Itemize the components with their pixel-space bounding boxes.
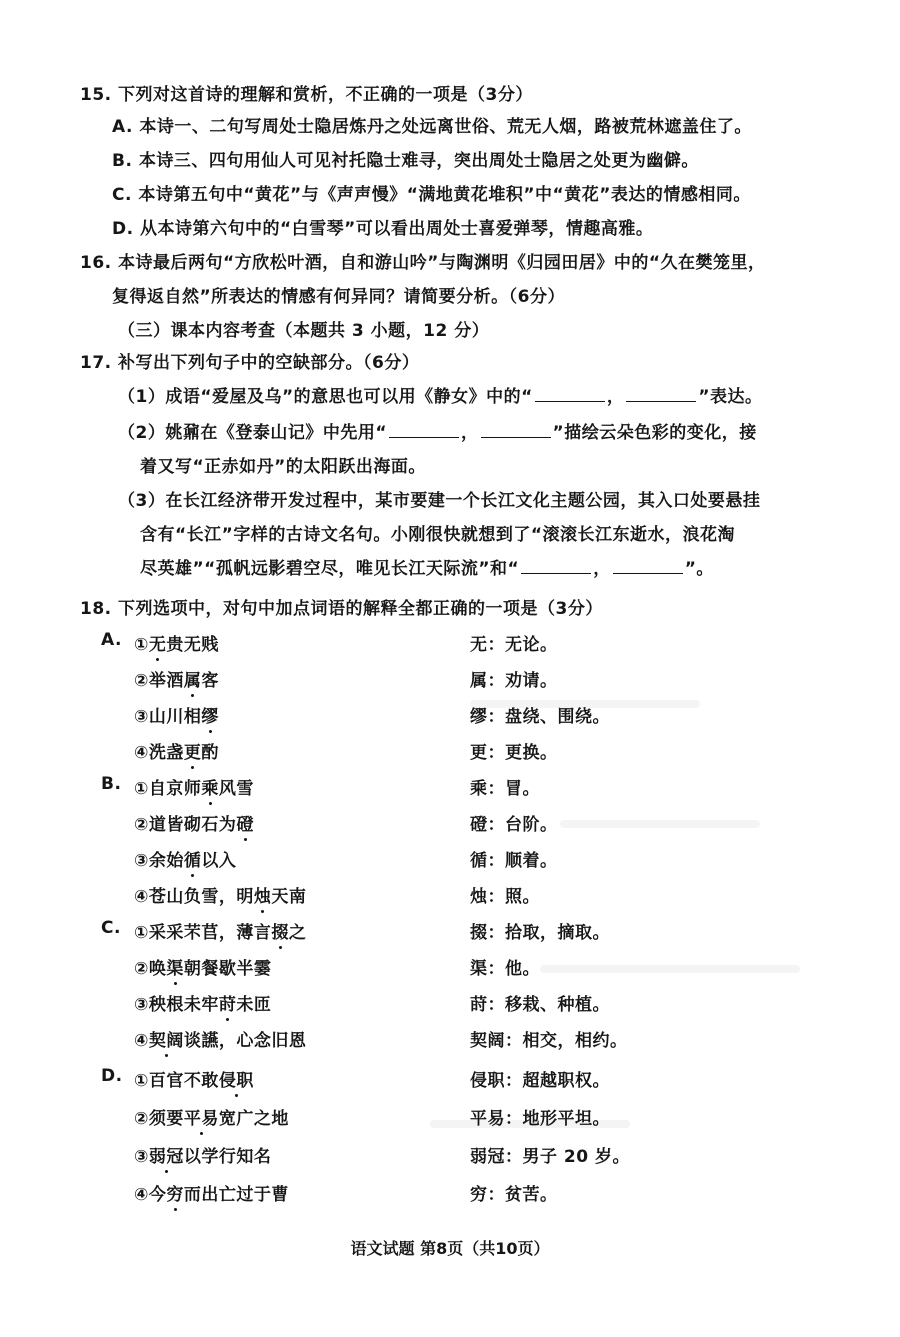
item-text: ①采采芣苢，薄言 (134, 923, 272, 943)
dotted-word: 属 (183, 671, 202, 691)
q18-b-item-3 (134, 846, 236, 871)
q17-s1-text-a: （1）成语“爱屋及乌”的意思也可以用《静女》中的“ (118, 387, 533, 407)
q17-s2-text-a: （2）姚鼐在《登泰山记》中先用“ (118, 423, 388, 443)
section3-heading: （三）课本内容考查（本题共 3 小题，12 分） (118, 321, 490, 341)
q18-b-gloss-2: 磴：台阶。 (470, 815, 558, 835)
q15-option-b: B. 本诗三、四句用仙人可见衬托隐士难寻，突出周处士隐居之处更为幽僻。 (112, 151, 699, 171)
q18-c-item-3 (134, 990, 271, 1015)
q17-stem: 17. 补写出下列句子中的空缺部分。（6分） (80, 353, 420, 373)
q16-line2: 复得返自然”所表达的情感有何异同？请简要分析。（6分） (112, 287, 566, 307)
answer-blank[interactable] (535, 387, 605, 402)
item-text: 朝餐歇半霎 (183, 959, 272, 979)
item-text: ④今 (134, 1185, 167, 1205)
dotted-word: 缪 (201, 707, 219, 727)
answer-blank[interactable] (626, 387, 696, 402)
q18-c-item-1 (134, 918, 306, 943)
q17-s1-text-b: ， (606, 387, 625, 407)
dotted-word: 无 (148, 635, 167, 655)
q18-c-item-4 (134, 1026, 306, 1051)
q18-a-item-4 (134, 738, 219, 763)
q18-a-gloss-3: 缪：盘绕、围绕。 (470, 707, 610, 727)
item-text: ③秧根未牢 (134, 995, 219, 1015)
dotted-word: 渠 (166, 959, 184, 979)
item-text: ④洗盏 (134, 743, 184, 763)
q15-option-c: C. 本诗第五句中“黄花”与《声声慢》“满地黄花堆积”中“黄花”表达的情感相同。 (112, 185, 751, 205)
q17-s2-text-b: ， (461, 423, 479, 443)
q18-c-gloss-1: 掇：拾取，摘取。 (470, 923, 610, 943)
q17-s1-text-c: ”表达。 (698, 387, 763, 407)
item-text: ① (134, 635, 149, 655)
q18-d-gloss-2: 平易：地形平坦。 (470, 1109, 610, 1129)
q18-option-label-c: C. (101, 918, 121, 938)
q18-d-item-2 (134, 1104, 289, 1129)
q18-b-item-4 (134, 882, 306, 907)
item-text: 而出亡过于曹 (183, 1185, 289, 1205)
q18-d-item-3 (134, 1142, 271, 1167)
q18-stem: 18. 下列选项中，对句中加点词语的解释全都正确的一项是（3分） (80, 599, 603, 619)
q15-option-d: D. 从本诗第六句中的“白雪琴”可以看出周处士喜爱弹琴，情趣高雅。 (112, 219, 654, 239)
q17-sentence-3-line3 (140, 554, 714, 579)
dotted-word: 平易 (183, 1109, 219, 1129)
dotted-word: 更 (183, 743, 202, 763)
dotted-word: 侵职 (218, 1071, 254, 1091)
q18-a-item-3 (134, 702, 219, 727)
q18-b-gloss-1: 乘：冒。 (470, 779, 540, 799)
q17-sentence-2 (118, 418, 757, 443)
item-text: 以学行知名 (183, 1147, 272, 1167)
answer-blank[interactable] (613, 559, 683, 574)
item-text: 未匝 (236, 995, 272, 1015)
item-text: ④ (134, 1031, 149, 1051)
dotted-word: 弱冠 (148, 1147, 184, 1167)
q17-sentence-3-line2: 含有“长江”字样的古诗文名句。小刚很快就想到了“滚滚长江东逝水，浪花淘 (140, 525, 736, 545)
item-text: 客 (201, 671, 219, 691)
dotted-word: 循 (183, 851, 202, 871)
item-text: ③余始 (134, 851, 184, 871)
answer-blank[interactable] (521, 559, 591, 574)
item-text: ②唤 (134, 959, 167, 979)
q16-line1: 16. 本诗最后两句“方欣松叶酒，自和游山吟”与陶渊明《归园田居》中的“久在樊笼里， (80, 253, 766, 273)
item-text: ②须要 (134, 1109, 184, 1129)
q18-a-item-2 (134, 666, 219, 691)
q18-option-label-b: B. (101, 774, 122, 794)
q17-s3-text-c: ”。 (684, 559, 714, 579)
item-text: 贵无贱 (166, 635, 219, 655)
show-through-smudge (540, 965, 800, 973)
item-text: ④苍山负雪，明 (134, 887, 254, 907)
dotted-word: 莳 (218, 995, 237, 1015)
q18-a-gloss-4: 更：更换。 (470, 743, 558, 763)
dotted-word: 乘 (201, 779, 219, 799)
item-text: 风雪 (218, 779, 254, 799)
item-text: 谈讌，心念旧恩 (183, 1031, 307, 1051)
q18-c-gloss-2: 渠：他。 (470, 959, 540, 979)
q18-d-item-1 (134, 1066, 254, 1091)
q18-c-gloss-3: 莳：移栽、种植。 (470, 995, 610, 1015)
dotted-word: 磴 (236, 815, 254, 835)
show-through-smudge (560, 820, 760, 828)
item-text: ①百官不敢 (134, 1071, 219, 1091)
answer-blank[interactable] (389, 423, 459, 438)
q18-option-label-d: D. (101, 1066, 123, 1086)
q18-c-gloss-4: 契阔：相交，相约。 (470, 1031, 628, 1051)
q18-d-gloss-1: 侵职：超越职权。 (470, 1071, 610, 1091)
q18-b-gloss-4: 烛：照。 (470, 887, 540, 907)
item-text: 以入 (201, 851, 237, 871)
dotted-word: 契阔 (148, 1031, 184, 1051)
q17-sentence-3-line1: （3）在长江经济带开发过程中，某市要建一个长江文化主题公园，其入口处要悬挂 (118, 491, 761, 511)
q18-b-gloss-3: 循：顺着。 (470, 851, 558, 871)
q17-s3-text-a: 尽英雄”“孤帆远影碧空尽，唯见长江天际流”和“ (140, 559, 520, 579)
item-text: ②举酒 (134, 671, 184, 691)
q17-s2-text-c: ”描绘云朵色彩的变化，接 (552, 423, 757, 443)
dotted-word: 穷 (166, 1185, 184, 1205)
q18-d-gloss-3: 弱冠：男子 20 岁。 (470, 1147, 630, 1167)
dotted-word: 烛 (253, 887, 272, 907)
q18-d-item-4 (134, 1180, 289, 1205)
dotted-word: 掇 (271, 923, 289, 943)
item-text: 宽广之地 (218, 1109, 289, 1129)
q18-option-label-a: A. (101, 630, 122, 650)
q18-a-item-1 (134, 630, 219, 655)
q17-s3-text-b: ， (593, 559, 611, 579)
item-text: 之 (288, 923, 307, 943)
item-text: ③ (134, 1147, 149, 1167)
q17-sentence-2-cont: 着又写“正赤如丹”的太阳跃出海面。 (140, 457, 426, 477)
page-footer: 语文试题 第8页（共10页） (350, 1239, 550, 1258)
q15-stem: 15. 下列对这首诗的理解和赏析，不正确的一项是（3分） (80, 85, 533, 105)
item-text: ③山川相 (134, 707, 202, 727)
q18-b-item-1 (134, 774, 254, 799)
item-text: ②道皆砌石为 (134, 815, 237, 835)
answer-blank[interactable] (481, 423, 551, 438)
q18-c-item-2 (134, 954, 271, 979)
q18-a-gloss-2: 属：劝请。 (470, 671, 558, 691)
q18-a-gloss-1: 无：无论。 (470, 635, 558, 655)
q18-d-gloss-4: 穷：贫苦。 (470, 1185, 558, 1205)
q17-sentence-1 (118, 382, 763, 407)
item-text: 天南 (271, 887, 307, 907)
q15-option-a: A. 本诗一、二句写周处士隐居炼丹之处远离世俗、荒无人烟，路被荒林遮盖住了。 (112, 117, 752, 137)
q18-b-item-2 (134, 810, 254, 835)
item-text: ①自京师 (134, 779, 202, 799)
item-text: 酌 (201, 743, 219, 763)
